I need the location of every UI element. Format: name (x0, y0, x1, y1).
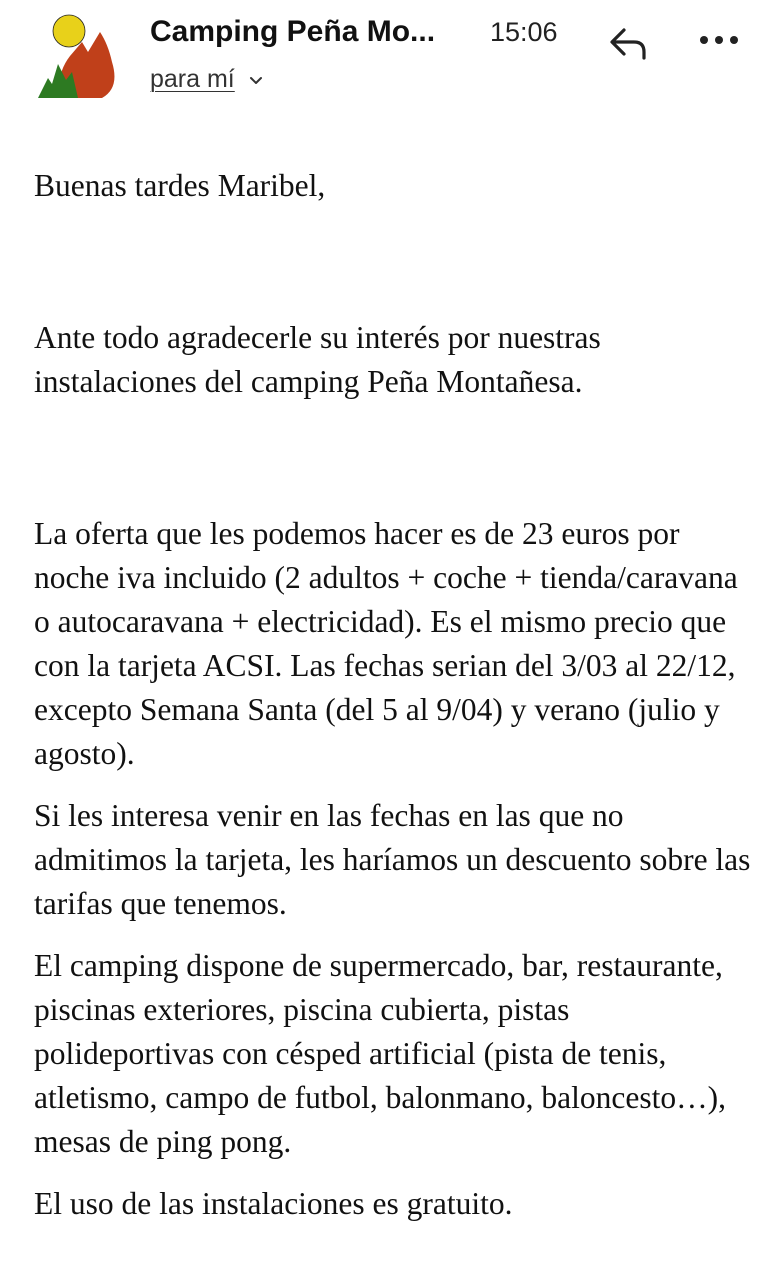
received-time: 15:06 (490, 17, 558, 47)
body-paragraph: La oferta que les podemos hacer es de 23 euros por noche iva incluido (2 adultos + coche + tienda/caravana o autocaravana + electricidad). Es el mismo precio que con la tarjeta ACSI. Las fechas serian del 3/03 al 22/12, excepto Semana Santa (del 5 al 9/04) y verano (julio y agosto). (34, 516, 738, 771)
recipient-label: para mí (150, 65, 235, 93)
camping-logo-icon (36, 14, 118, 100)
sender-avatar[interactable] (36, 14, 118, 100)
greeting-text: Buenas tardes Maribel, (34, 168, 326, 203)
chevron-down-icon (248, 74, 264, 86)
more-options-icon (690, 18, 748, 62)
body-paragraph: Si les interesa venir en las fechas en las que no admitimos la tarjeta, les haríamos un descuento sobre las tarifas que tenemos. (34, 798, 751, 921)
body-paragraph: El camping dispone de supermercado, bar, restaurante, piscinas exteriores, piscina cubierta, pistas polideportivas con césped artificial (pista de tenis, atletismo, campo de futbol, balonmano, baloncesto…), mesas de ping pong. (34, 948, 726, 1159)
reply-icon (602, 18, 654, 62)
email-body (34, 164, 754, 1226)
body-paragraph: El uso de las instalaciones es gratuito. (34, 1186, 513, 1221)
recipient-toggle[interactable] (150, 62, 264, 96)
reply-button[interactable] (602, 18, 654, 62)
body-paragraph: Ante todo agradecerle su interés por nuestras instalaciones del camping Peña Montañesa. (34, 320, 601, 399)
sender-name[interactable]: Camping Peña Mo... (150, 15, 436, 48)
email-header (0, 0, 777, 110)
more-options-button[interactable] (690, 18, 748, 62)
